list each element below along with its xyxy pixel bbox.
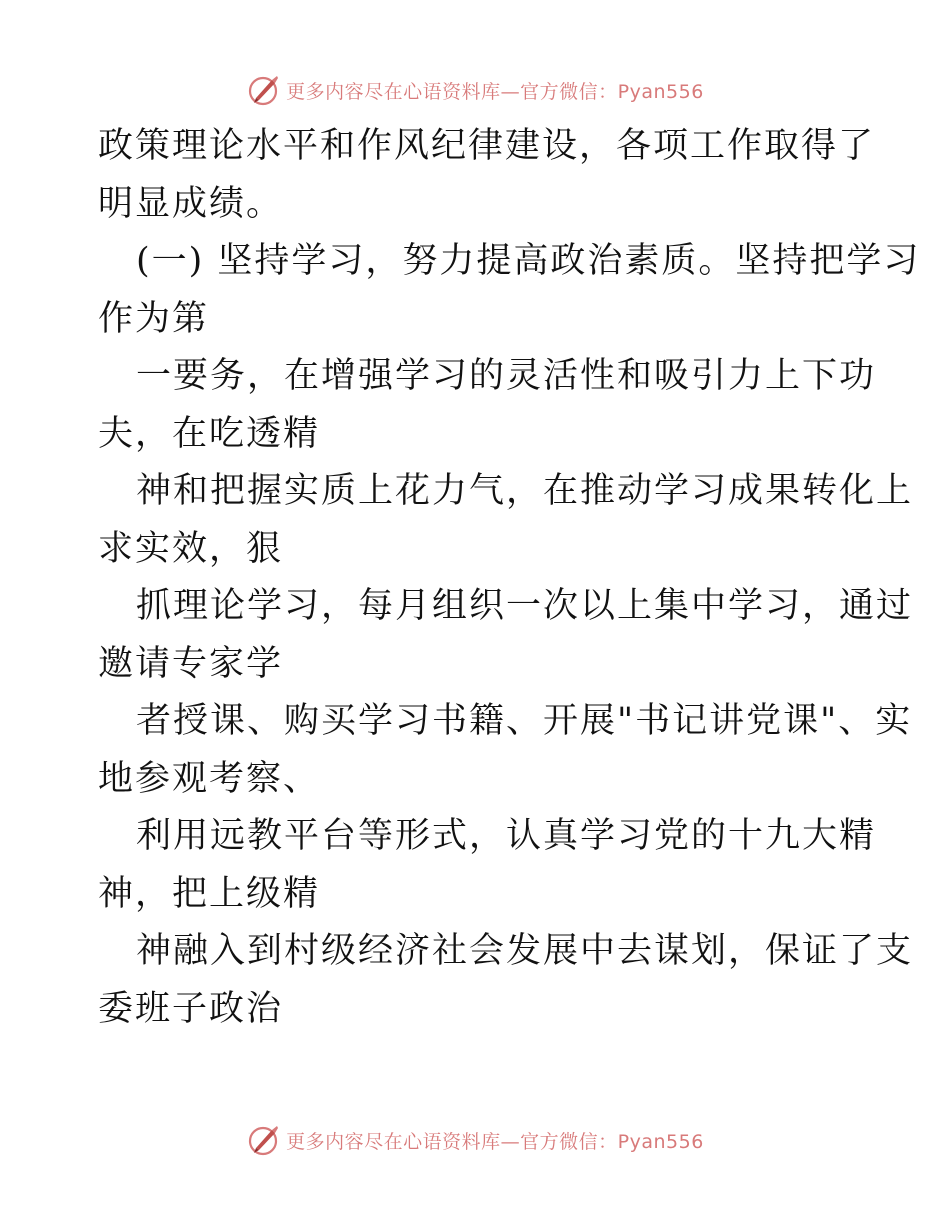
text-line: 地参观考察、 xyxy=(98,758,321,799)
document-body xyxy=(98,118,921,1038)
text-line: 邀请专家学 xyxy=(98,643,284,684)
text-line: (一) 坚持学习，努力提高政治素质。坚持把学习 xyxy=(136,241,921,281)
text-line: 神融入到村级经济社会发展中去谋划，保证了支 xyxy=(136,931,914,971)
text-line: 神和把握实质上花力气，在推动学习成果转化上 xyxy=(136,471,914,511)
watermark-text: 更多内容尽在心语资料库—官方微信：Pyan556 xyxy=(286,80,704,103)
text-line: 明显成绩。 xyxy=(98,183,284,224)
header-watermark xyxy=(0,70,950,110)
text-line: 利用远教平台等形式，认真学习党的十九大精 xyxy=(136,816,877,856)
footer-watermark xyxy=(0,1120,950,1160)
text-line: 委班子政治 xyxy=(98,988,284,1029)
watermark-text: 更多内容尽在心语资料库—官方微信：Pyan556 xyxy=(286,1130,704,1153)
text-line: 夫，在吃透精 xyxy=(98,413,321,454)
text-line: 一要务，在增强学习的灵活性和吸引力上下功 xyxy=(136,356,877,396)
text-line: 神，把上级精 xyxy=(98,873,321,914)
quill-pen-logo-icon xyxy=(246,1122,282,1158)
text-line: 求实效，狠 xyxy=(98,528,284,569)
wechat-id: Pyan556 xyxy=(617,1130,704,1153)
text-line: 作为第 xyxy=(98,298,210,339)
text-line: 者授课、购买学习书籍、开展"书记讲党课"、实 xyxy=(136,701,913,741)
text-line: 抓理论学习，每月组织一次以上集中学习，通过 xyxy=(136,586,914,626)
wechat-id: Pyan556 xyxy=(617,80,704,103)
text-line: 政策理论水平和作风纪律建设，各项工作取得了 xyxy=(98,126,876,166)
quill-pen-logo-icon xyxy=(246,72,282,108)
